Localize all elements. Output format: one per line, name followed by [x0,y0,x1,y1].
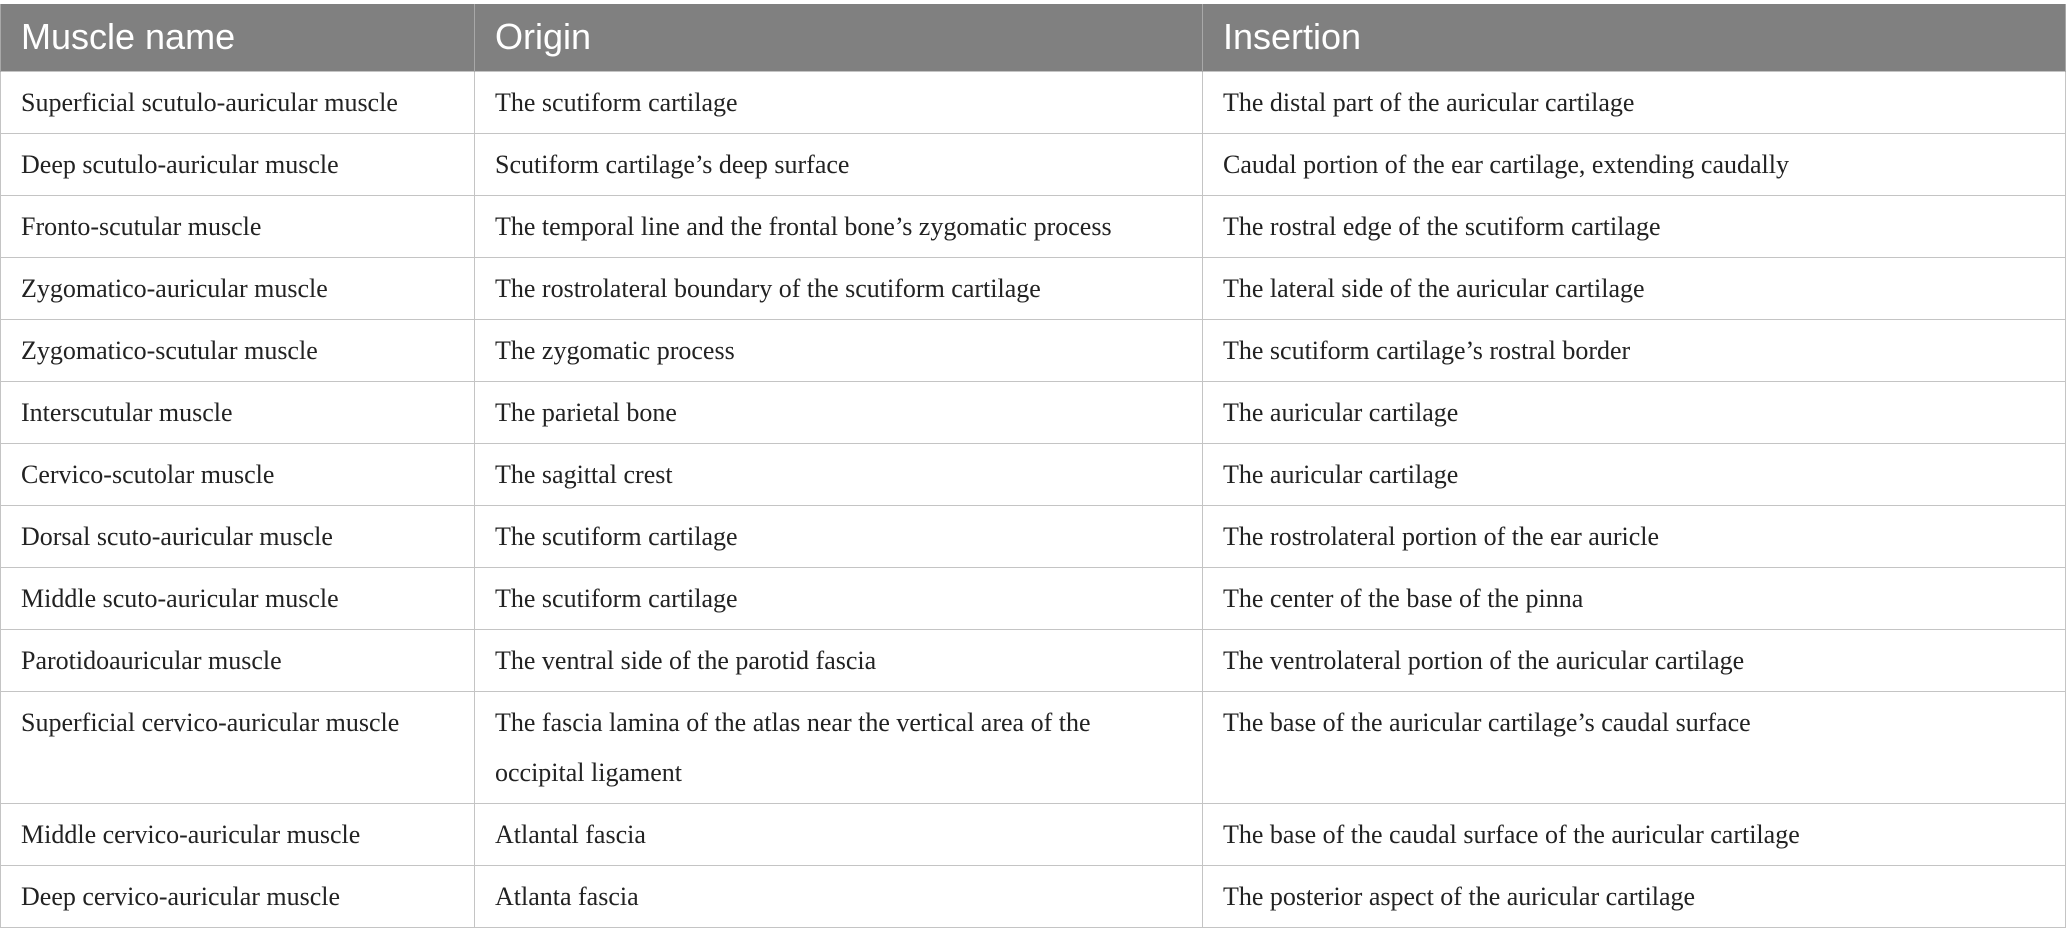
insertion-cell: The auricular cartilage [1203,443,2066,505]
table-body [1,71,2066,927]
table-header [1,4,2066,71]
muscle-name-cell: Zygomatico-auricular muscle [1,257,475,319]
table-row [1,865,2066,927]
header-insertion: Insertion [1203,4,2066,71]
origin-cell: The sagittal crest [475,443,1203,505]
muscle-name-cell: Parotidoauricular muscle [1,629,475,691]
muscle-table-container [0,4,2065,928]
table-row [1,133,2066,195]
insertion-cell: The center of the base of the pinna [1203,567,2066,629]
insertion-cell: The base of the auricular cartilage’s caudal surface [1203,691,2066,803]
header-row [1,4,2066,71]
muscle-name-cell: Interscutular muscle [1,381,475,443]
table-row [1,691,2066,803]
insertion-cell: The distal part of the auricular cartilage [1203,71,2066,133]
muscle-name-cell: Middle cervico-auricular muscle [1,803,475,865]
origin-cell: The zygomatic process [475,319,1203,381]
muscle-name-cell: Deep cervico-auricular muscle [1,865,475,927]
origin-cell: Scutiform cartilage’s deep surface [475,133,1203,195]
insertion-cell: The scutiform cartilage’s rostral border [1203,319,2066,381]
insertion-cell: The rostral edge of the scutiform cartilage [1203,195,2066,257]
muscle-name-cell: Dorsal scuto-auricular muscle [1,505,475,567]
muscle-name-cell: Fronto-scutular muscle [1,195,475,257]
origin-cell: The parietal bone [475,381,1203,443]
table-row [1,567,2066,629]
origin-cell: The fascia lamina of the atlas near the vertical area of the occipital ligament [475,691,1203,803]
origin-cell: The scutiform cartilage [475,505,1203,567]
origin-cell: The rostrolateral boundary of the scutiform cartilage [475,257,1203,319]
origin-cell: The scutiform cartilage [475,567,1203,629]
muscle-name-cell: Middle scuto-auricular muscle [1,567,475,629]
origin-cell: Atlantal fascia [475,803,1203,865]
muscle-table [0,4,2066,928]
insertion-cell: The lateral side of the auricular cartilage [1203,257,2066,319]
header-origin: Origin [475,4,1203,71]
muscle-name-cell: Deep scutulo-auricular muscle [1,133,475,195]
insertion-cell: The posterior aspect of the auricular cartilage [1203,865,2066,927]
insertion-cell: The base of the caudal surface of the auricular cartilage [1203,803,2066,865]
table-row [1,319,2066,381]
table-row [1,195,2066,257]
muscle-name-cell: Zygomatico-scutular muscle [1,319,475,381]
origin-cell: The ventral side of the parotid fascia [475,629,1203,691]
table-row [1,381,2066,443]
table-row [1,629,2066,691]
insertion-cell: The ventrolateral portion of the auricular cartilage [1203,629,2066,691]
insertion-cell: The rostrolateral portion of the ear auricle [1203,505,2066,567]
origin-cell: Atlanta fascia [475,865,1203,927]
muscle-name-cell: Superficial cervico-auricular muscle [1,691,475,803]
muscle-name-cell: Superficial scutulo-auricular muscle [1,71,475,133]
insertion-cell: The auricular cartilage [1203,381,2066,443]
table-row [1,71,2066,133]
table-row [1,803,2066,865]
table-row [1,257,2066,319]
insertion-cell: Caudal portion of the ear cartilage, extending caudally [1203,133,2066,195]
muscle-name-cell: Cervico-scutolar muscle [1,443,475,505]
header-muscle-name: Muscle name [1,4,475,71]
table-row [1,505,2066,567]
table-row [1,443,2066,505]
origin-cell: The scutiform cartilage [475,71,1203,133]
origin-cell: The temporal line and the frontal bone’s zygomatic process [475,195,1203,257]
